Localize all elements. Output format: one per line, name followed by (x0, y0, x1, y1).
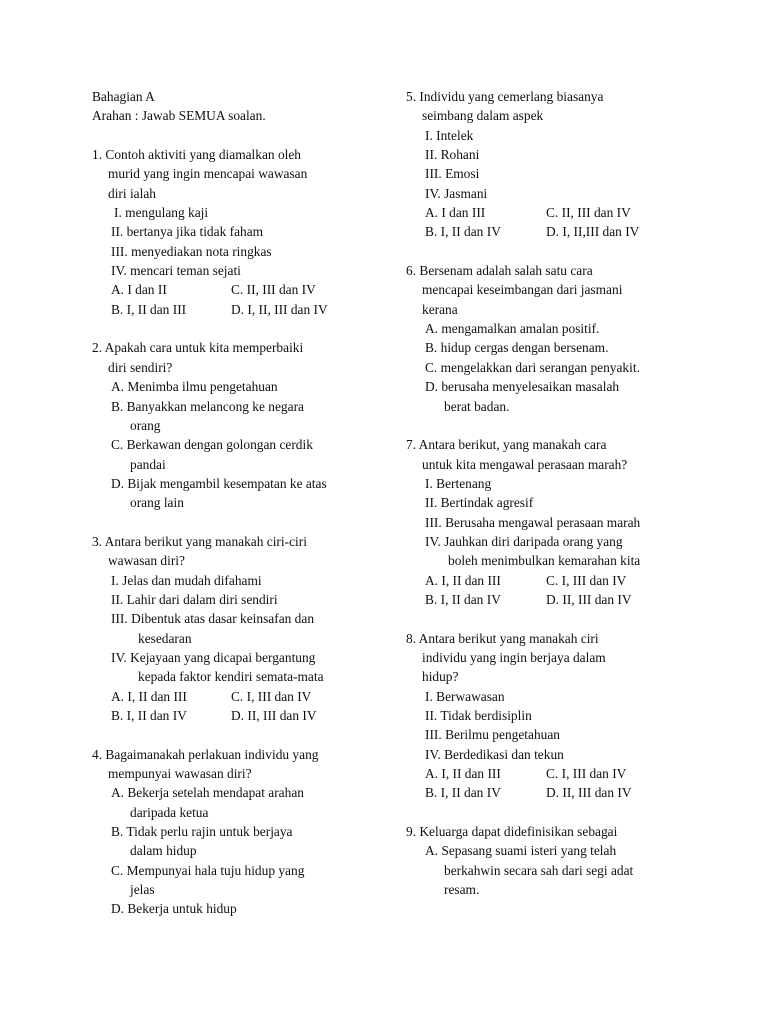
choice-d: D. Bijak mengambil kesempatan ke atas (111, 475, 327, 491)
question-stem: diri sendiri? (108, 359, 173, 375)
roman-item: I. mengulang kaji (114, 205, 209, 221)
choice-d: D. berusaha menyelesaikan masalah (425, 379, 620, 395)
roman-item: I. Bertenang (425, 475, 492, 491)
option-b: B. I, II dan IV (111, 708, 187, 723)
option-d: D. I, II,III dan IV (546, 224, 640, 240)
choice-a-cont: berkahwin secara sah dari segi adat (444, 862, 634, 878)
question-stem: hidup? (422, 669, 459, 685)
choice-b-cont: dalam hidup (130, 843, 197, 859)
roman-item: I. Jelas dan mudah difahami (111, 572, 262, 588)
option-c: C. II, III dan IV (546, 205, 631, 221)
question-stem: wawasan diri? (108, 553, 185, 569)
instruction: Arahan : Jawab SEMUA soalan. (92, 108, 266, 124)
question-stem: murid yang ingin mencapai wawasan (108, 166, 308, 182)
roman-item: IV. Berdedikasi dan tekun (425, 746, 564, 762)
choice-b: B. Tidak perlu rajin untuk berjaya (111, 824, 293, 840)
option-a: A. I dan III (425, 205, 486, 221)
option-d: D. II, III dan IV (546, 785, 632, 801)
option-c: C. I, III dan IV (546, 572, 627, 588)
answer-options (406, 783, 696, 802)
roman-item: I. Intelek (425, 127, 474, 143)
choice-d-cont: berat badan. (444, 398, 510, 414)
roman-item: IV. Kejayaan yang dicapai bergantung (111, 649, 316, 665)
roman-item: IV. Jauhkan diri daripada orang yang (425, 533, 623, 549)
option-c: C. I, III dan IV (231, 688, 312, 704)
option-a: A. I, II dan III (425, 766, 501, 782)
answer-options (92, 280, 392, 299)
roman-item: III. Emosi (425, 166, 480, 182)
answer-options (92, 687, 392, 706)
question-5 (406, 87, 696, 242)
option-c: C. II, III dan IV (231, 282, 316, 298)
choice-a-cont: resam. (444, 882, 480, 898)
choice-b-cont: orang (130, 417, 161, 433)
answer-options (406, 764, 696, 783)
question-2 (92, 338, 392, 512)
choice-c-cont: jelas (130, 882, 155, 898)
roman-item-cont: boleh menimbulkan kemarahan kita (448, 553, 641, 569)
option-b: B. I, II dan III (111, 301, 187, 317)
choice-a: A. Sepasang suami isteri yang telah (425, 843, 617, 859)
choice-b: B. Banyakkan melancong ke negara (111, 398, 304, 414)
question-stem: mempunyai wawasan diri? (108, 766, 252, 782)
option-a: A. I, II dan III (111, 688, 187, 704)
option-d: D. II, III dan IV (231, 708, 317, 723)
choice-a-cont: daripada ketua (130, 804, 209, 820)
question-stem: kerana (422, 301, 458, 317)
choice-c: C. Mempunyai hala tuju hidup yang (111, 862, 305, 878)
choice-b: B. hidup cergas dengan bersenam. (425, 340, 609, 356)
question-stem: 1. Contoh aktiviti yang diamalkan oleh (92, 147, 302, 163)
answer-options (406, 571, 696, 590)
roman-item-cont: kesedaran (138, 630, 192, 646)
question-8 (406, 629, 696, 803)
roman-item: IV. Jasmani (425, 185, 488, 201)
option-d: D. II, III dan IV (546, 591, 632, 607)
roman-item: III. Dibentuk atas dasar keinsafan dan (111, 611, 315, 627)
option-c: C. I, III dan IV (546, 766, 627, 782)
roman-item: II. Tidak berdisiplin (425, 708, 532, 723)
choice-c-cont: pandai (130, 456, 166, 472)
roman-item: IV. mencari teman sejati (111, 263, 241, 279)
roman-item: III. menyediakan nota ringkas (111, 243, 272, 259)
option-b: B. I, II dan IV (425, 224, 501, 240)
roman-item: II. Bertindak agresif (425, 495, 534, 511)
roman-item: II. Lahir dari dalam diri sendiri (111, 591, 278, 607)
roman-item: I. Berwawasan (425, 688, 505, 704)
roman-item: III. Berusaha mengawal perasaan marah (425, 514, 641, 530)
roman-item: II. bertanya jika tidak faham (111, 224, 264, 240)
option-a: A. I, II dan III (425, 572, 501, 588)
roman-item: III. Berilmu pengetahuan (425, 727, 560, 743)
question-stem: individu yang ingin berjaya dalam (422, 649, 606, 665)
left-column (92, 87, 392, 919)
roman-item-cont: kepada faktor kendiri semata-mata (138, 669, 324, 685)
choice-c: C. Berkawan dengan golongan cerdik (111, 437, 313, 453)
question-7 (406, 435, 696, 609)
question-3 (92, 532, 392, 725)
option-b: B. I, II dan IV (425, 785, 501, 801)
choice-c: C. mengelakkan dari serangan penyakit. (425, 359, 640, 375)
choice-d-cont: orang lain (130, 495, 184, 511)
question-6 (406, 261, 696, 416)
answer-options (92, 300, 392, 319)
choice-a: A. Bekerja setelah mendapat arahan (111, 785, 304, 801)
answer-options (406, 203, 696, 222)
choice-d: D. Bekerja untuk hidup (111, 901, 237, 917)
question-stem: 7. Antara berikut, yang manakah cara (406, 437, 607, 453)
question-stem: untuk kita mengawal perasaan marah? (422, 456, 628, 472)
answer-options (406, 590, 696, 609)
section-title: Bahagian A (92, 89, 155, 104)
answer-options (92, 706, 392, 725)
answer-options (406, 222, 696, 241)
question-9 (406, 822, 696, 899)
question-stem: 8. Antara berikut yang manakah ciri (406, 630, 599, 646)
question-1 (92, 145, 392, 319)
choice-a: A. mengamalkan amalan positif. (425, 321, 600, 337)
option-b: B. I, II dan IV (425, 591, 501, 607)
option-d: D. I, II, III dan IV (231, 301, 328, 317)
choice-a: A. Menimba ilmu pengetahuan (111, 379, 278, 395)
question-stem: 5. Individu yang cemerlang biasanya (406, 89, 604, 104)
question-stem: 2. Apakah cara untuk kita memperbaiki (92, 340, 304, 356)
question-stem: diri ialah (108, 185, 156, 201)
question-stem: seimbang dalam aspek (422, 108, 544, 124)
question-stem: 4. Bagaimanakah perlakuan individu yang (92, 746, 319, 762)
question-stem: 6. Bersenam adalah salah satu cara (406, 263, 593, 279)
roman-item: II. Rohani (425, 147, 480, 163)
question-stem: 3. Antara berikut yang manakah ciri-ciri (92, 533, 307, 549)
question-4 (92, 745, 392, 919)
question-stem: mencapai keseimbangan dari jasmani (422, 282, 623, 298)
question-stem: 9. Keluarga dapat didefinisikan sebagai (406, 824, 618, 840)
right-column (406, 87, 696, 899)
option-a: A. I dan II (111, 282, 167, 298)
